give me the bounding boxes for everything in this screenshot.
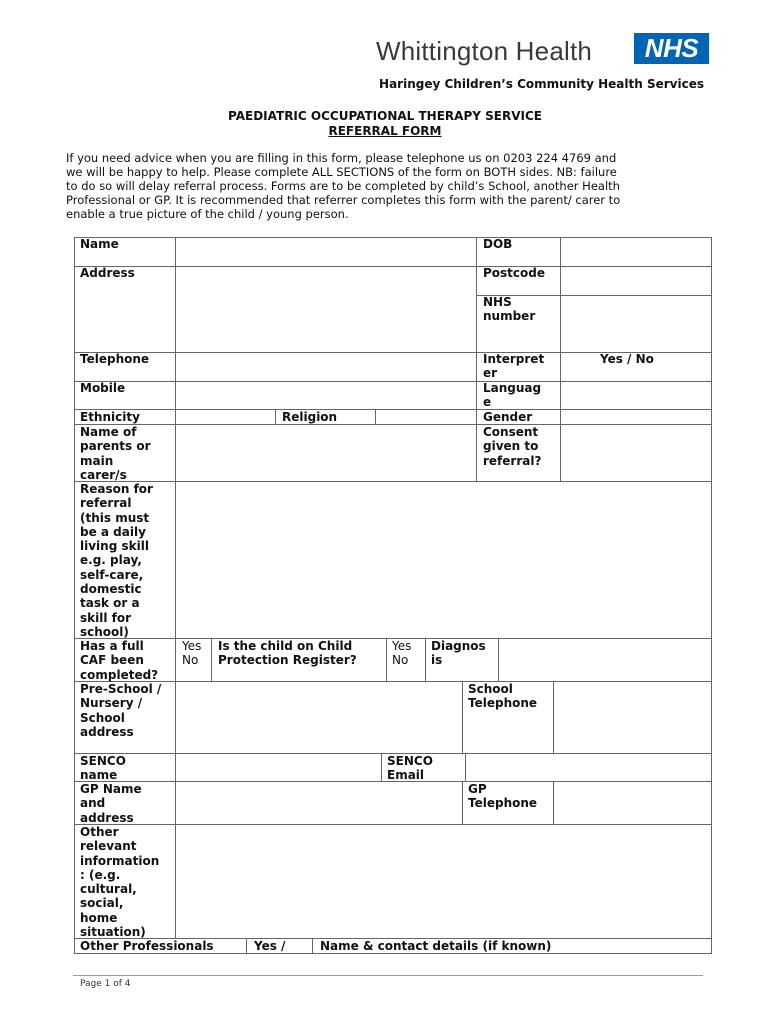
telephone-label: Telephone [80,352,150,366]
religion-field[interactable] [375,409,477,425]
other-professionals-label: Other Professionals [80,939,214,953]
diagnosis-field[interactable] [498,638,712,682]
form-title: PAEDIATRIC OCCUPATIONAL THERAPY SERVICE [228,109,542,123]
ethnicity-field[interactable] [175,409,276,425]
intro-line: to do so will delay referral process. Forms are to be completed by child’s School, another Health [66,179,620,193]
nhs-number-label: NHS number [483,295,536,324]
postcode-field[interactable] [560,266,712,296]
language-field[interactable] [560,381,712,410]
op-yes-label: Yes / [254,939,286,953]
gender-field[interactable] [560,409,712,425]
intro-line: enable a true picture of the child / young person. [66,207,349,221]
intro-line: If you need advice when you are filling in this form, please telephone us on 0203 224 4769 and [66,151,617,165]
name-label: Name [80,237,119,251]
gp-address-field[interactable] [175,781,463,825]
senco-name-label: SENCO name [80,754,126,783]
postcode-label: Postcode [483,266,546,280]
language-label: Languag e [483,381,542,410]
consent-label: Consent given to referral? [483,425,542,468]
intro-text [66,151,706,221]
senco-name-field[interactable] [175,753,382,782]
cp-yes-no: Yes No [392,639,412,668]
name-field[interactable] [175,237,477,267]
school-address-field[interactable] [175,681,463,754]
reason-field[interactable] [175,481,712,639]
child-protection-label: Is the child on Child Protection Register? [218,639,357,668]
school-label: Pre-School / Nursery / School address [80,682,162,739]
school-telephone-field[interactable] [553,681,712,754]
telephone-field[interactable] [175,352,477,382]
service-name: Haringey Children’s Community Health Services [379,77,704,91]
address-label: Address [80,266,135,280]
ethnicity-label: Ethnicity [80,410,140,424]
mobile-label: Mobile [80,381,126,395]
reason-label: Reason for referral (this must be a daily living skill e.g. play, self-care, domestic task or a skill for school) [80,482,153,639]
referral-form-table [74,237,712,954]
address-field[interactable] [175,266,477,353]
intro-line: we will be happy to help. Please complete ALL SECTIONS of the form on BOTH sides. NB: failure [66,165,617,179]
senco-email-field[interactable] [465,753,712,782]
form-subtitle: REFERRAL FORM [328,124,442,138]
gp-telephone-label: GP Telephone [468,782,538,811]
caf-yes-no: Yes No [182,639,202,668]
diagnosis-label: Diagnos is [431,639,486,668]
nhs-number-field[interactable] [560,295,712,353]
gender-label: Gender [483,410,533,424]
other-info-field[interactable] [175,824,712,939]
footer-divider [73,975,703,976]
page-number: Page 1 of 4 [80,979,131,989]
op-contact-label: Name & contact details (if known) [320,939,552,953]
mobile-field[interactable] [175,381,477,410]
nhs-logo: NHS [634,33,709,64]
org-name: Whittington Health [376,36,593,66]
consent-field[interactable] [560,424,712,482]
school-telephone-label: School Telephone [468,682,538,711]
parents-label: Name of parents or main carer/s [80,425,151,482]
caf-label: Has a full CAF been completed? [80,639,159,682]
dob-field[interactable] [560,237,712,267]
senco-email-label: SENCO Email [387,754,433,783]
interpreter-yes-no: Yes / No [600,352,654,366]
gp-name-label: GP Name and address [80,782,142,825]
gp-telephone-field[interactable] [553,781,712,825]
parents-field[interactable] [175,424,477,482]
other-info-label: Other relevant information : (e.g. cultural, social, home situation) [80,825,160,940]
intro-line: Professional or GP. It is recommended that referrer completes this form with the parent/ carer to [66,193,621,207]
dob-label: DOB [483,237,513,251]
religion-label: Religion [282,410,338,424]
interpreter-label: Interpret er [483,352,545,381]
